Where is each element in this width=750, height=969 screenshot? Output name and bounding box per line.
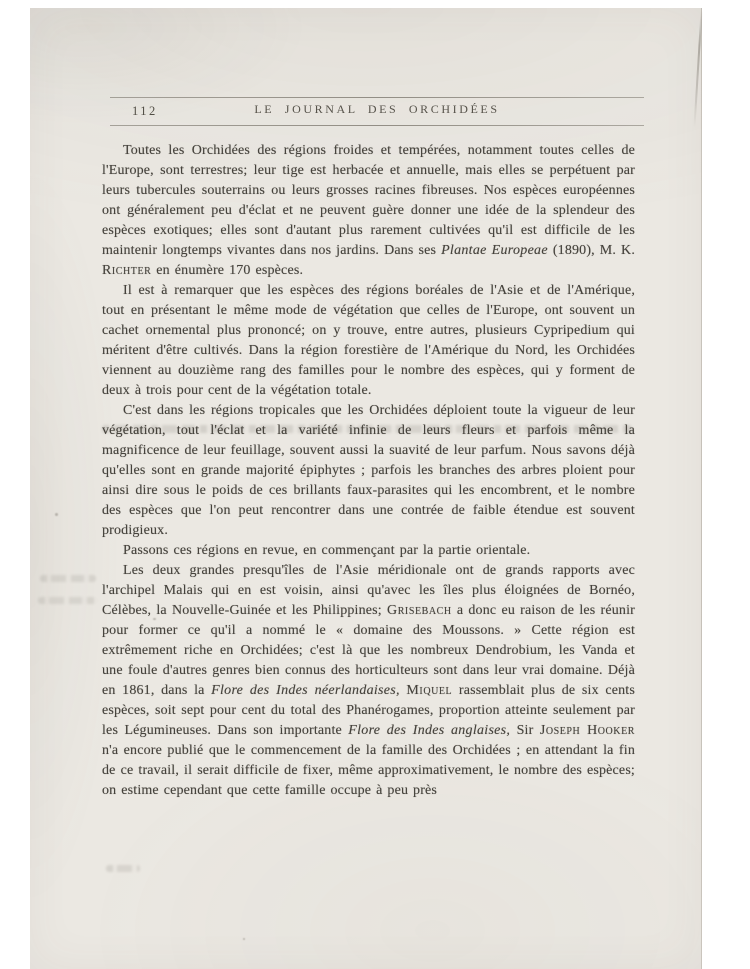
- bleed-through-artifact: [38, 597, 98, 604]
- page-header: [110, 102, 644, 122]
- bleed-through-artifact: [106, 865, 140, 872]
- body-text: (1890), M. K.: [547, 243, 635, 258]
- bleed-through-artifact: [102, 425, 632, 433]
- smallcaps-name: Grisebach: [387, 603, 452, 618]
- body-text: Sir: [510, 723, 540, 738]
- italic-title-text: Plantae Europeae: [441, 243, 548, 258]
- scan-scratch-artifact: [693, 10, 702, 128]
- body-text: a donc eu raison de les réunir pour former ce qu'il a nommé le « domaine des Moussons. » Cette région est extrêmement riche en Orchidées; c'est là que les nombreux Dendrobium, les Vanda et une foule d'autres genres bien connus des horticulteurs sont dans leur vrai domaine. Déjà en 1861, dans la: [102, 603, 635, 698]
- body-text: Les deux grandes presqu'îles de l'Asie méridionale ont de grands rapports avec l'archipel Malais qui en est voisin, ainsi qu'avec les îles plus éloignées de Bornéo, Célèbes, la Nouvelle-Guinée et les Philippines;: [102, 563, 635, 618]
- smallcaps-name: Miquel: [406, 683, 453, 698]
- paragraph: [102, 141, 635, 281]
- scan-speck-artifact: [153, 618, 156, 620]
- paragraph: [102, 281, 635, 401]
- paragraph: [102, 401, 635, 541]
- header-rule-bottom: [110, 125, 644, 126]
- body-text: n'a encore publié que le commencement de la famille des Orchidées ; en attendant la fin de ce travail, il serait difficile de fixer, même approximativement, le nombre des espèces; on estime cependant que cette famille occupe à peu près: [102, 743, 635, 798]
- paragraph: [102, 541, 635, 561]
- body-text: Il est à remarquer que les espèces des régions boréales de l'Asie et de l'Amérique, tout en présentant le même mode de végétation que celles de l'Europe, ont souvent un cachet ornemental plus prononcé; on y trouve, entre autres, plusieurs Cypripedium qui méritent d'être cultivés. Dans la région forestière de l'Amérique du Nord, les Orchidées viennent au douzième rang des familles pour le nombre des espèces, qui y forment de deux à trois pour cent de la végétation totale.: [102, 283, 635, 398]
- body-text: en énumère 170 espèces.: [151, 263, 304, 278]
- body-text: Passons ces régions en revue, en commençant par la partie orientale.: [123, 543, 531, 558]
- scan-speck-artifact: [243, 938, 245, 940]
- paragraph: [102, 561, 635, 801]
- body-text: Toutes les Orchidées des régions froides et tempérées, notamment toutes celles de l'Europe, sont terrestres; leur tige est herbacée et annuelle, mais elles se perpétuent par leurs tubercules souterrains ou leurs grosses racines fibreuses. Nos espèces européennes ont généralement peu d'éclat et ne peuvent guère donner une idée de la splendeur des espèces exotiques; elles sont d'autant plus rarement cultivées qu'il est difficile de les maintenir longtemps vivantes dans nos jardins. Dans ses: [102, 143, 635, 258]
- italic-title-text: Flore des Indes néerlandaises,: [211, 683, 400, 698]
- smallcaps-name: Joseph Hooker: [539, 723, 635, 738]
- page-number: 112: [132, 104, 158, 118]
- bleed-through-artifact: [40, 575, 96, 582]
- body-text: C'est dans les régions tropicales que les Orchidées déploient toute la vigueur de leur végétation, tout l'éclat et la variété infinie de leurs fleurs et parfois même la magnificence de leur feuillage, souvent aussi la suavité de leur parfum. Nous savons déjà qu'elles sont en grande majorité épiphytes ; parfois les branches des arbres ploient pour ainsi dire sous le poids de ces brillants faux-parasites qui les encombrent, et le nombre des espèces que l'on peut rencontrer dans une contrée de faible étendue est souvent prodigieux.: [102, 403, 635, 538]
- text-block: [102, 141, 635, 801]
- journal-title: LE JOURNAL DES ORCHIDÉES: [254, 102, 500, 116]
- scan-speck-artifact: [55, 513, 58, 516]
- scanned-page: [30, 8, 702, 969]
- italic-title-text: Flore des Indes anglaises,: [348, 723, 511, 738]
- header-rule-top: [110, 97, 644, 98]
- body-text: rassemblait plus de six cents espèces, soit sept pour cent du total des Phanérogames, proportion atteinte seulement par les Légumineuses. Dans son importante: [102, 683, 635, 738]
- smallcaps-name: Richter: [102, 263, 152, 278]
